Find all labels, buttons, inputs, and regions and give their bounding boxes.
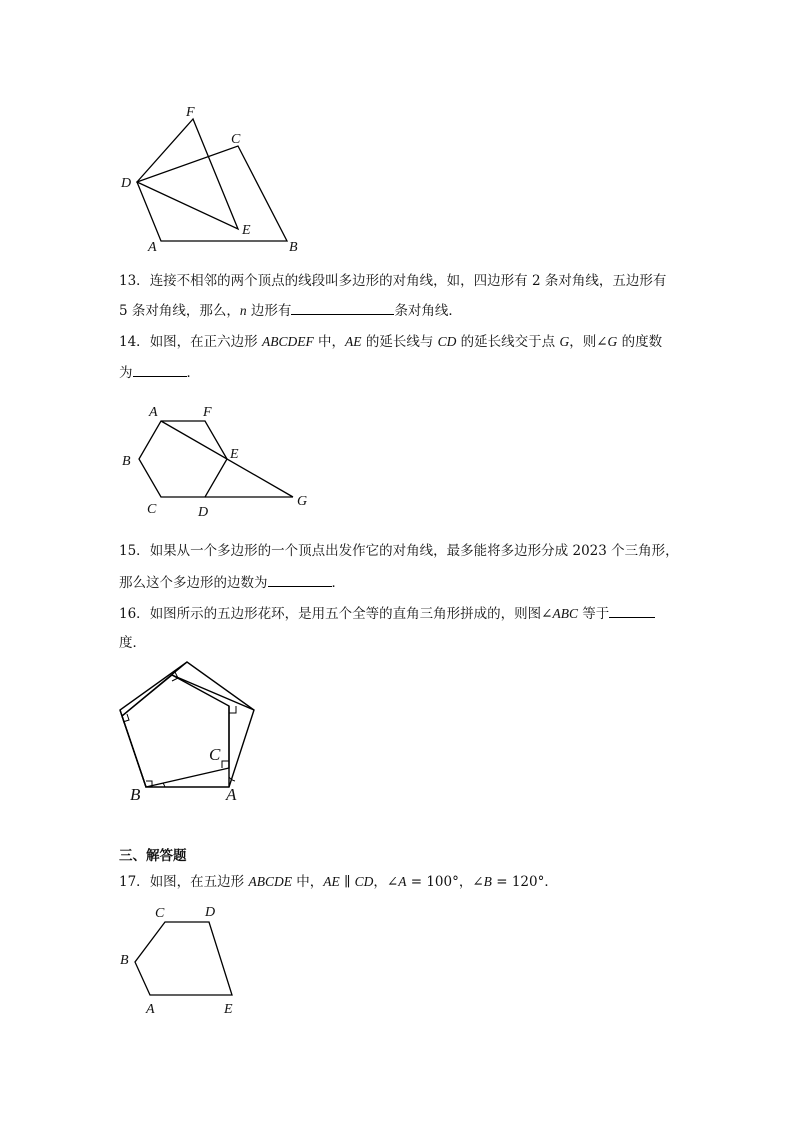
q14-var-g: G xyxy=(559,334,570,349)
fig3-label-b: B xyxy=(130,785,141,804)
q15-text: 那么这个多边形的边数为 xyxy=(119,575,268,591)
q16-text: 如图所示的五边形花环，是用五个全等的直角三角形拼成的，则图∠ xyxy=(149,606,553,622)
fig3-label-a: A xyxy=(226,785,237,804)
fig2-label-d: D xyxy=(198,505,209,520)
q17-var-a: A xyxy=(398,874,407,889)
q17-text: 如图，在五边形 xyxy=(149,874,249,890)
q16-text: 度． xyxy=(119,635,146,651)
q16-text: 等于 xyxy=(578,606,610,622)
q14-text: 为 xyxy=(119,365,133,381)
q14-var-cd: CD xyxy=(437,334,457,349)
pentagon-abcde xyxy=(135,922,232,995)
q13-text: 条对角线． xyxy=(394,303,462,319)
q17-var-cd: CD xyxy=(354,874,374,889)
fig4-label-b: B xyxy=(120,953,129,968)
fig2-label-g: G xyxy=(297,494,308,509)
q13-text: 2 xyxy=(531,273,541,289)
q16-number: 16． xyxy=(119,606,150,622)
q13-text: 边形有 xyxy=(246,303,292,319)
q17-var-pentagon: ABCDE xyxy=(248,874,292,889)
fig1-label-a: A xyxy=(148,240,157,255)
q14-text: 如图，在正六边形 xyxy=(149,334,262,350)
q14-var-g: G xyxy=(607,334,618,349)
q15-text: 如果从一个多边形的一个顶点出发作它的对角线，最多能将多边形分成 2023 个三角形， xyxy=(149,543,679,559)
q17-var-ae: AE xyxy=(323,874,340,889)
q15-text: ． xyxy=(331,575,345,591)
q14-text: ． xyxy=(186,365,200,381)
q15-number: 15． xyxy=(119,543,150,559)
fig1-label-d: D xyxy=(121,176,132,191)
q17-var-b: B xyxy=(483,874,492,889)
q16-var-abc: ABC xyxy=(552,606,578,621)
fig4-label-a: A xyxy=(146,1002,155,1017)
fig2-label-e: E xyxy=(230,447,239,462)
section-heading: 三、解答题 xyxy=(119,848,187,864)
q13-text: 条对角线，五边形有 xyxy=(540,273,667,289)
q14-text: 的延长线与 xyxy=(361,334,438,350)
fig1-label-b: B xyxy=(289,240,298,255)
fig1-label-e: E xyxy=(242,223,251,238)
q14-text: ，则∠ xyxy=(569,334,608,350)
fig4-label-e: E xyxy=(224,1002,233,1017)
fig3-label-c: C xyxy=(209,745,221,764)
q14-var-ae: AE xyxy=(345,334,362,349)
fig4-label-c: C xyxy=(155,906,165,921)
q14-text: 的延长线交于点 xyxy=(456,334,560,350)
q14-var-hexagon: ABCDEF xyxy=(261,334,314,349)
q17-text: = 100°，∠ xyxy=(406,874,484,890)
q13-text: 连接不相邻的两个顶点的线段叫多边形的对角线，如，四边形有 xyxy=(149,273,532,289)
q13-text: 5 xyxy=(119,303,128,319)
q13-text: 条对角线，那么， xyxy=(127,303,240,319)
q13-number: 13． xyxy=(119,273,150,289)
q17-text: 中， xyxy=(291,874,324,890)
fig2-label-b: B xyxy=(122,454,131,469)
fig4-label-d: D xyxy=(205,905,216,920)
fig2-label-c: C xyxy=(147,502,157,517)
q14-text: 的度数 xyxy=(617,334,663,350)
fig1-label-f: F xyxy=(186,105,195,120)
fig2-label-f: F xyxy=(203,405,212,420)
q13-var-n: n xyxy=(239,303,247,318)
q17-number: 17． xyxy=(119,874,150,890)
q17-text: = 120°． xyxy=(491,874,558,890)
fig1-label-c: C xyxy=(231,132,241,147)
q17-text: ，∠ xyxy=(373,874,399,890)
q14-number: 14． xyxy=(119,334,150,350)
q17-parallel-symbol: ∥ xyxy=(339,874,355,890)
fig2-label-a: A xyxy=(149,405,158,420)
q14-text: 中， xyxy=(313,334,346,350)
